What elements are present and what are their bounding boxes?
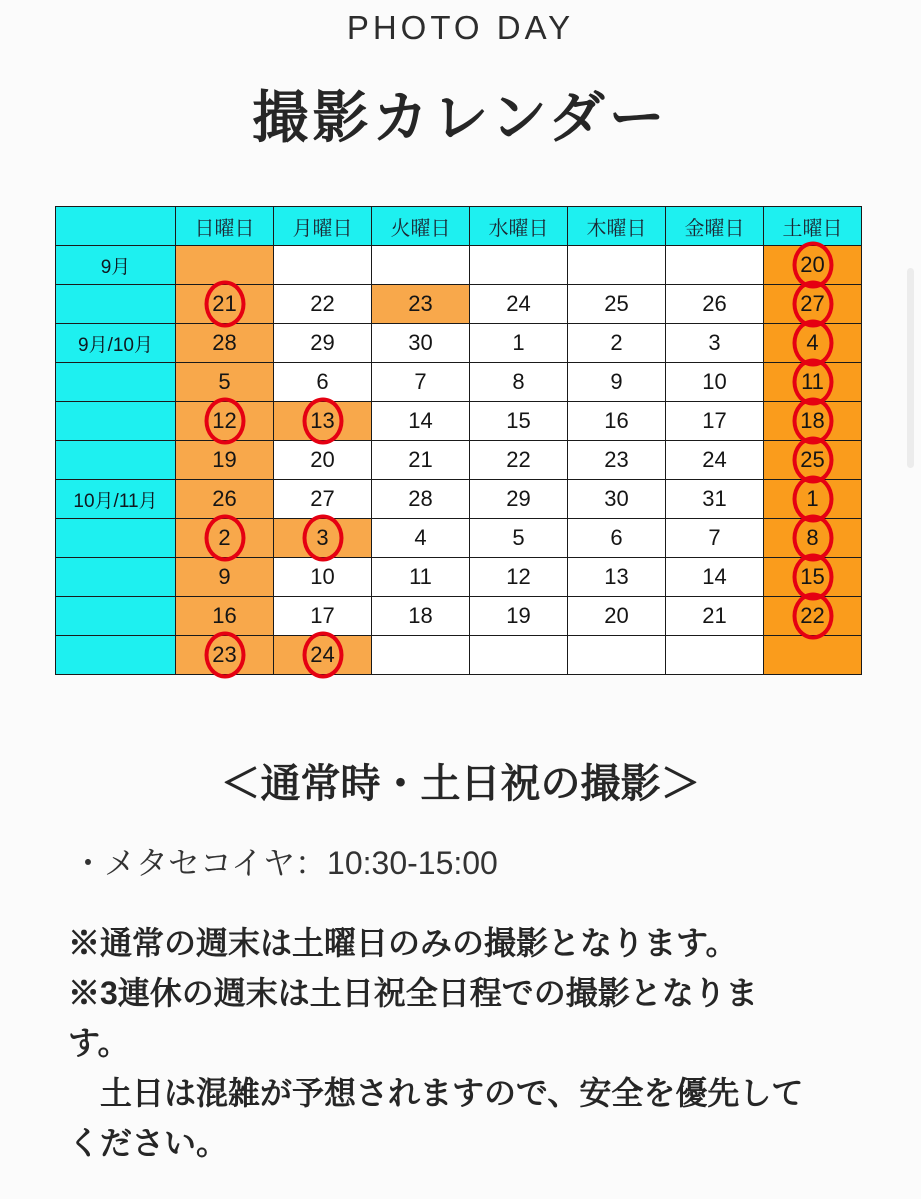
note-line: ※3連休の週末は土日祝全日程での撮影となりま <box>68 975 758 1011</box>
calendar-row <box>56 597 862 636</box>
day-number: 28 <box>212 330 237 355</box>
month-label <box>56 441 176 480</box>
calendar-cell <box>274 636 372 675</box>
calendar-row <box>56 636 862 675</box>
day-number: 6 <box>610 525 623 550</box>
calendar-row <box>56 402 862 441</box>
day-number: 16 <box>604 408 629 433</box>
day-number: 25 <box>800 447 825 472</box>
calendar-cell <box>764 324 862 363</box>
calendar-cell <box>470 480 568 519</box>
day-number: 23 <box>408 291 433 316</box>
day-number: 23 <box>212 642 237 667</box>
calendar-cell <box>568 285 666 324</box>
calendar-cell <box>764 402 862 441</box>
calendar-cell <box>372 480 470 519</box>
day-number: 7 <box>414 369 427 394</box>
photo-calendar-table <box>55 206 862 675</box>
day-number: 3 <box>316 525 329 550</box>
weekday-header: 木曜日 <box>568 207 666 246</box>
day-number: 22 <box>310 291 335 316</box>
day-number: 24 <box>506 291 531 316</box>
schedule-line: ・メタセコイヤ：10:30-15:00 <box>72 845 498 881</box>
day-number: 2 <box>610 330 623 355</box>
weekday-header: 土曜日 <box>764 207 862 246</box>
calendar-cell <box>666 246 764 285</box>
day-number: 20 <box>604 603 629 628</box>
calendar-cell <box>176 636 274 675</box>
calendar-corner-cell <box>56 207 176 246</box>
calendar-cell <box>274 597 372 636</box>
day-number: 30 <box>408 330 433 355</box>
day-number: 25 <box>604 291 629 316</box>
calendar-cell <box>274 519 372 558</box>
day-number: 12 <box>212 408 237 433</box>
calendar-cell <box>666 519 764 558</box>
calendar-cell <box>470 285 568 324</box>
note-line: ください。 <box>68 1125 229 1161</box>
calendar-cell <box>274 363 372 402</box>
day-number: 29 <box>310 330 335 355</box>
calendar-row <box>56 324 862 363</box>
calendar-cell <box>274 246 372 285</box>
calendar-cell <box>666 441 764 480</box>
calendar-cell <box>176 480 274 519</box>
day-number: 19 <box>506 603 531 628</box>
day-number: 11 <box>409 564 432 589</box>
day-number: 20 <box>800 252 825 277</box>
day-number: 24 <box>702 447 727 472</box>
day-number: 13 <box>604 564 629 589</box>
calendar-cell <box>274 402 372 441</box>
calendar-cell <box>176 246 274 285</box>
day-number: 10 <box>702 369 727 394</box>
calendar-cell <box>176 597 274 636</box>
calendar-cell <box>568 480 666 519</box>
calendar-row <box>56 246 862 285</box>
day-number: 15 <box>506 408 531 433</box>
calendar-cell <box>274 558 372 597</box>
day-number: 14 <box>408 408 433 433</box>
weekday-header: 火曜日 <box>372 207 470 246</box>
calendar-cell <box>372 597 470 636</box>
calendar-cell <box>372 558 470 597</box>
day-number: 10 <box>310 564 335 589</box>
day-number: 9 <box>218 564 231 589</box>
calendar-cell <box>274 285 372 324</box>
day-number: 21 <box>702 603 727 628</box>
month-label <box>56 636 176 675</box>
day-number: 19 <box>212 447 237 472</box>
calendar-cell <box>176 324 274 363</box>
calendar-row <box>56 480 862 519</box>
page-title-japanese: 撮影カレンダー <box>252 86 669 149</box>
calendar-row <box>56 558 862 597</box>
calendar-cell <box>568 402 666 441</box>
calendar-cell <box>176 441 274 480</box>
day-number: 5 <box>512 525 525 550</box>
calendar-row <box>56 285 862 324</box>
calendar-cell <box>372 636 470 675</box>
calendar-cell <box>764 558 862 597</box>
calendar-cell <box>470 246 568 285</box>
calendar-cell <box>470 558 568 597</box>
day-number: 15 <box>800 564 825 589</box>
day-number: 1 <box>512 330 525 355</box>
calendar-cell <box>764 597 862 636</box>
note-line: す。 <box>68 1025 130 1061</box>
vertical-scrollbar[interactable] <box>907 268 914 468</box>
calendar-cell <box>764 285 862 324</box>
day-number: 18 <box>800 408 825 433</box>
calendar-cell <box>666 402 764 441</box>
calendar-cell <box>568 519 666 558</box>
calendar-cell <box>274 480 372 519</box>
calendar-cell <box>176 402 274 441</box>
calendar-cell <box>176 363 274 402</box>
day-number: 14 <box>702 564 727 589</box>
calendar-cell <box>372 324 470 363</box>
weekday-header: 金曜日 <box>666 207 764 246</box>
day-number: 17 <box>702 408 727 433</box>
calendar-cell <box>568 363 666 402</box>
calendar-cell <box>372 285 470 324</box>
calendar-cell <box>470 441 568 480</box>
calendar-cell <box>764 441 862 480</box>
day-number: 2 <box>218 525 231 550</box>
calendar-cell <box>372 402 470 441</box>
calendar-cell <box>470 597 568 636</box>
calendar-cell <box>764 519 862 558</box>
calendar-cell <box>470 402 568 441</box>
day-number: 12 <box>506 564 531 589</box>
day-number: 26 <box>702 291 727 316</box>
calendar-cell <box>666 285 764 324</box>
day-number: 4 <box>806 330 819 355</box>
day-number: 21 <box>408 447 433 472</box>
calendar-cell <box>176 558 274 597</box>
day-number: 28 <box>408 486 433 511</box>
day-number: 11 <box>801 369 824 394</box>
calendar-cell <box>372 363 470 402</box>
month-label <box>56 519 176 558</box>
calendar-cell <box>274 441 372 480</box>
day-number: 6 <box>316 369 329 394</box>
day-number: 18 <box>408 603 433 628</box>
calendar-cell <box>372 441 470 480</box>
month-label: 10月/11月 <box>56 480 176 519</box>
day-number: 8 <box>806 525 819 550</box>
calendar-cell <box>470 324 568 363</box>
day-number: 4 <box>414 525 427 550</box>
day-number: 7 <box>708 525 721 550</box>
day-number: 13 <box>310 408 335 433</box>
calendar-cell <box>274 324 372 363</box>
month-label <box>56 597 176 636</box>
calendar-cell <box>568 246 666 285</box>
day-number: 27 <box>310 486 335 511</box>
day-number: 21 <box>212 291 237 316</box>
note-line: ※通常の週末は土曜日のみの撮影となります。 <box>68 925 738 961</box>
month-label: 9月/10月 <box>56 324 176 363</box>
day-number: 20 <box>310 447 335 472</box>
day-number: 5 <box>218 369 231 394</box>
calendar-cell <box>666 558 764 597</box>
month-label <box>56 285 176 324</box>
month-label: 9月 <box>56 246 176 285</box>
calendar-cell <box>764 636 862 675</box>
day-number: 26 <box>212 486 237 511</box>
day-number: 27 <box>800 291 825 316</box>
calendar-cell <box>666 636 764 675</box>
calendar-cell <box>568 558 666 597</box>
note-line: 土日は混雑が予想されますので、安全を優先して <box>68 1075 804 1111</box>
day-number: 3 <box>708 330 721 355</box>
calendar-row <box>56 519 862 558</box>
calendar-cell <box>372 246 470 285</box>
calendar-cell <box>568 324 666 363</box>
calendar-cell <box>666 597 764 636</box>
day-number: 23 <box>604 447 629 472</box>
day-number: 22 <box>506 447 531 472</box>
calendar-cell <box>470 363 568 402</box>
calendar-cell <box>176 285 274 324</box>
day-number: 22 <box>800 603 825 628</box>
calendar-cell <box>470 519 568 558</box>
notes-block <box>68 918 898 1168</box>
calendar-cell <box>666 363 764 402</box>
day-number: 8 <box>512 369 525 394</box>
day-number: 9 <box>610 369 623 394</box>
calendar-cell <box>568 441 666 480</box>
calendar-cell <box>470 636 568 675</box>
day-number: 31 <box>702 486 727 511</box>
month-label <box>56 363 176 402</box>
weekday-header: 日曜日 <box>176 207 274 246</box>
month-label <box>56 558 176 597</box>
calendar-cell <box>568 636 666 675</box>
day-number: 1 <box>806 486 819 511</box>
weekday-header: 水曜日 <box>470 207 568 246</box>
month-label <box>56 402 176 441</box>
section-heading: ＜通常時・土日祝の撮影＞ <box>220 762 701 806</box>
calendar-cell <box>764 363 862 402</box>
weekday-header: 月曜日 <box>274 207 372 246</box>
calendar-row <box>56 363 862 402</box>
calendar-cell <box>764 480 862 519</box>
calendar-cell <box>666 324 764 363</box>
calendar-cell <box>764 246 862 285</box>
calendar-row <box>56 441 862 480</box>
day-number: 17 <box>310 603 335 628</box>
day-number: 16 <box>212 603 237 628</box>
calendar-cell <box>568 597 666 636</box>
day-number: 29 <box>506 486 531 511</box>
calendar-cell <box>176 519 274 558</box>
day-number: 30 <box>604 486 629 511</box>
page-title-english: PHOTO DAY <box>346 9 575 46</box>
day-number: 24 <box>310 642 335 667</box>
calendar-cell <box>666 480 764 519</box>
calendar-cell <box>372 519 470 558</box>
